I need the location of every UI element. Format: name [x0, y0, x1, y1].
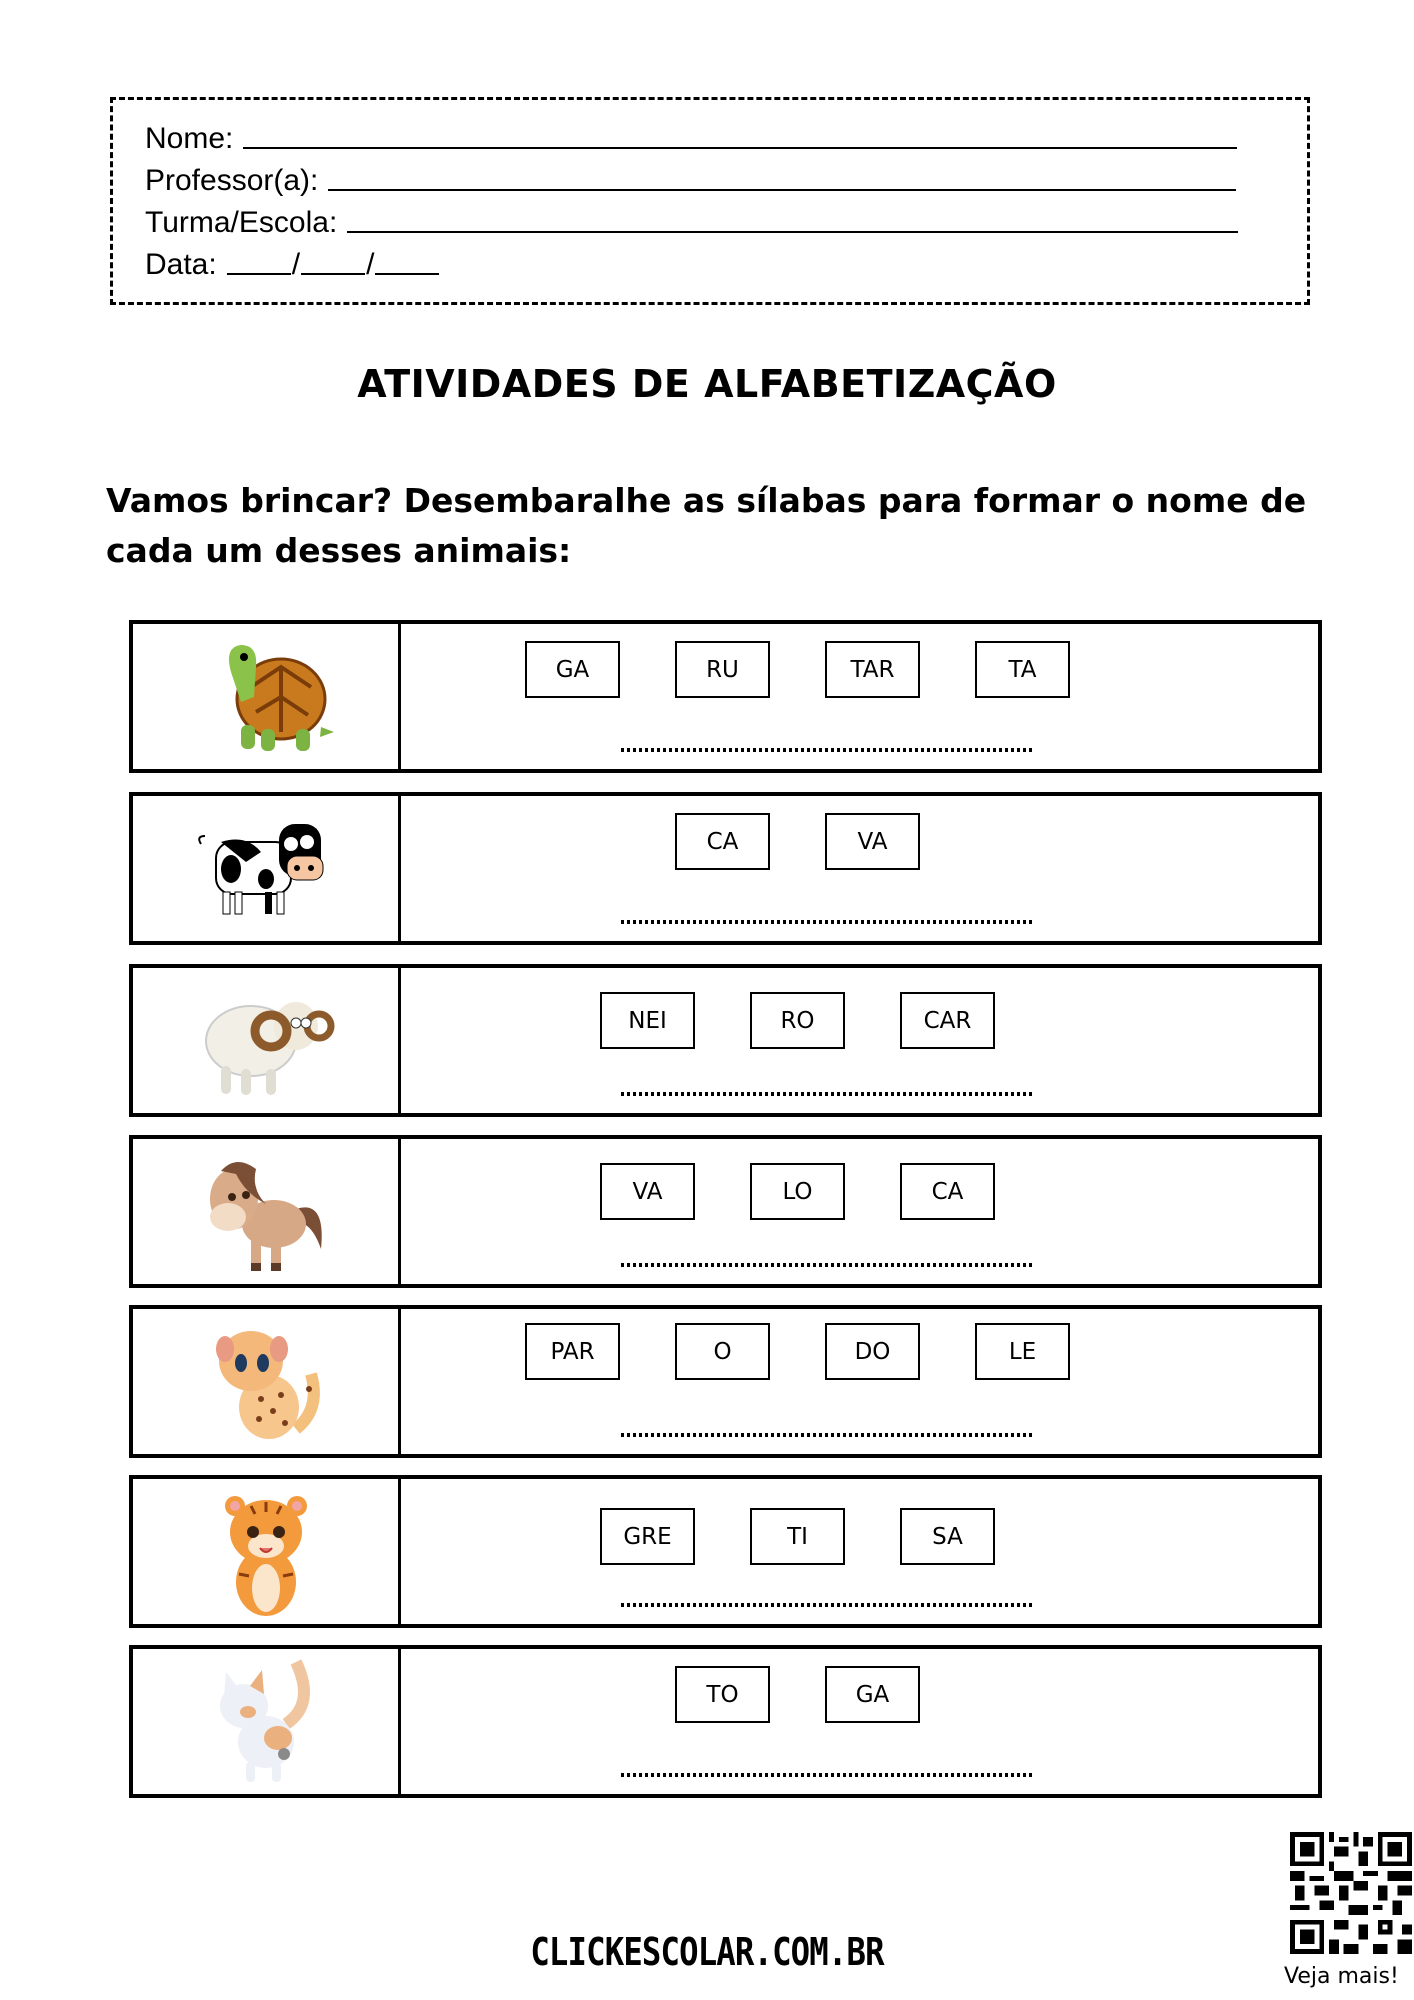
syllable-tile: CA: [675, 813, 770, 870]
class-school-line[interactable]: [347, 231, 1238, 233]
syllable-tile: TAR: [825, 641, 920, 698]
cow-image-cell: [133, 796, 401, 941]
exercise-row-turtle: [129, 620, 1322, 773]
page-title: ATIVIDADES DE ALFABETIZAÇÃO: [357, 362, 1057, 406]
tiger-icon: [211, 1484, 321, 1619]
syllable-tile: SA: [900, 1508, 995, 1565]
date-month-line[interactable]: [301, 273, 365, 275]
answer-line[interactable]: [621, 1603, 1033, 1607]
exercise-row-leopard: [129, 1305, 1322, 1458]
syllable-tile: TO: [675, 1666, 770, 1723]
date-slash: /: [366, 248, 375, 281]
syllable-tile: TI: [750, 1508, 845, 1565]
teacher-field[interactable]: [145, 160, 1236, 198]
syllable-area: [401, 624, 1318, 769]
cat-icon: [206, 1654, 326, 1789]
instruction-text: Vamos brincar? Desembaralhe as sílabas para formar o nome de cada um desses animais:: [106, 481, 1307, 570]
syllable-tile: PAR: [525, 1323, 620, 1380]
date-label: Data:: [145, 248, 217, 281]
student-info-box: [110, 97, 1310, 305]
date-slash: /: [291, 248, 301, 281]
syllable-area: [401, 1139, 1318, 1284]
syllable-tile: LE: [975, 1323, 1070, 1380]
syllable-tile: VA: [825, 813, 920, 870]
cow-icon: [191, 814, 341, 924]
name-label: Nome:: [145, 122, 234, 155]
qr-code-icon[interactable]: [1290, 1832, 1412, 1954]
horse-icon: [196, 1149, 336, 1274]
syllable-tile: LO: [750, 1163, 845, 1220]
syllable-area: [401, 1649, 1318, 1794]
answer-line[interactable]: [621, 1263, 1033, 1267]
exercise-row-ram: [129, 964, 1322, 1117]
answer-line[interactable]: [621, 920, 1033, 924]
exercise-row-cow: [129, 792, 1322, 945]
syllable-tile: VA: [600, 1163, 695, 1220]
syllable-tile: CAR: [900, 992, 995, 1049]
ram-image-cell: [133, 968, 401, 1113]
tiger-image-cell: [133, 1479, 401, 1624]
answer-line[interactable]: [621, 1773, 1033, 1777]
syllable-area: [401, 1309, 1318, 1454]
qr-caption: Veja mais!: [1284, 1964, 1399, 1989]
horse-image-cell: [133, 1139, 401, 1284]
answer-line[interactable]: [621, 1092, 1033, 1096]
teacher-line[interactable]: [328, 189, 1236, 191]
syllable-tile: GA: [525, 641, 620, 698]
answer-line[interactable]: [621, 748, 1033, 752]
leopard-icon: [201, 1319, 331, 1444]
syllable-tile: GA: [825, 1666, 920, 1723]
turtle-icon: [196, 637, 336, 757]
syllable-tile: RO: [750, 992, 845, 1049]
syllable-tile: GRE: [600, 1508, 695, 1565]
syllable-area: [401, 968, 1318, 1113]
exercise-row-tiger: [129, 1475, 1322, 1628]
class-school-field[interactable]: [145, 202, 1238, 240]
syllable-tile: RU: [675, 641, 770, 698]
date-day-line[interactable]: [227, 273, 291, 275]
site-link[interactable]: CLICKESCOLAR.COM.BR: [530, 1930, 884, 1974]
name-field[interactable]: [145, 118, 1237, 156]
date-year-line[interactable]: [375, 273, 439, 275]
name-line[interactable]: [243, 147, 1237, 149]
cat-image-cell: [133, 1649, 401, 1794]
class-school-label: Turma/Escola:: [145, 206, 338, 239]
exercise-row-horse: [129, 1135, 1322, 1288]
date-field[interactable]: [145, 244, 439, 282]
syllable-tile: NEI: [600, 992, 695, 1049]
exercise-row-cat: [129, 1645, 1322, 1798]
answer-line[interactable]: [621, 1433, 1033, 1437]
ram-icon: [191, 981, 341, 1101]
syllable-tile: DO: [825, 1323, 920, 1380]
leopard-image-cell: [133, 1309, 401, 1454]
syllable-tile: TA: [975, 641, 1070, 698]
syllable-area: [401, 796, 1318, 941]
syllable-tile: O: [675, 1323, 770, 1380]
syllable-area: [401, 1479, 1318, 1624]
syllable-tile: CA: [900, 1163, 995, 1220]
turtle-image-cell: [133, 624, 401, 769]
teacher-label: Professor(a):: [145, 164, 319, 197]
